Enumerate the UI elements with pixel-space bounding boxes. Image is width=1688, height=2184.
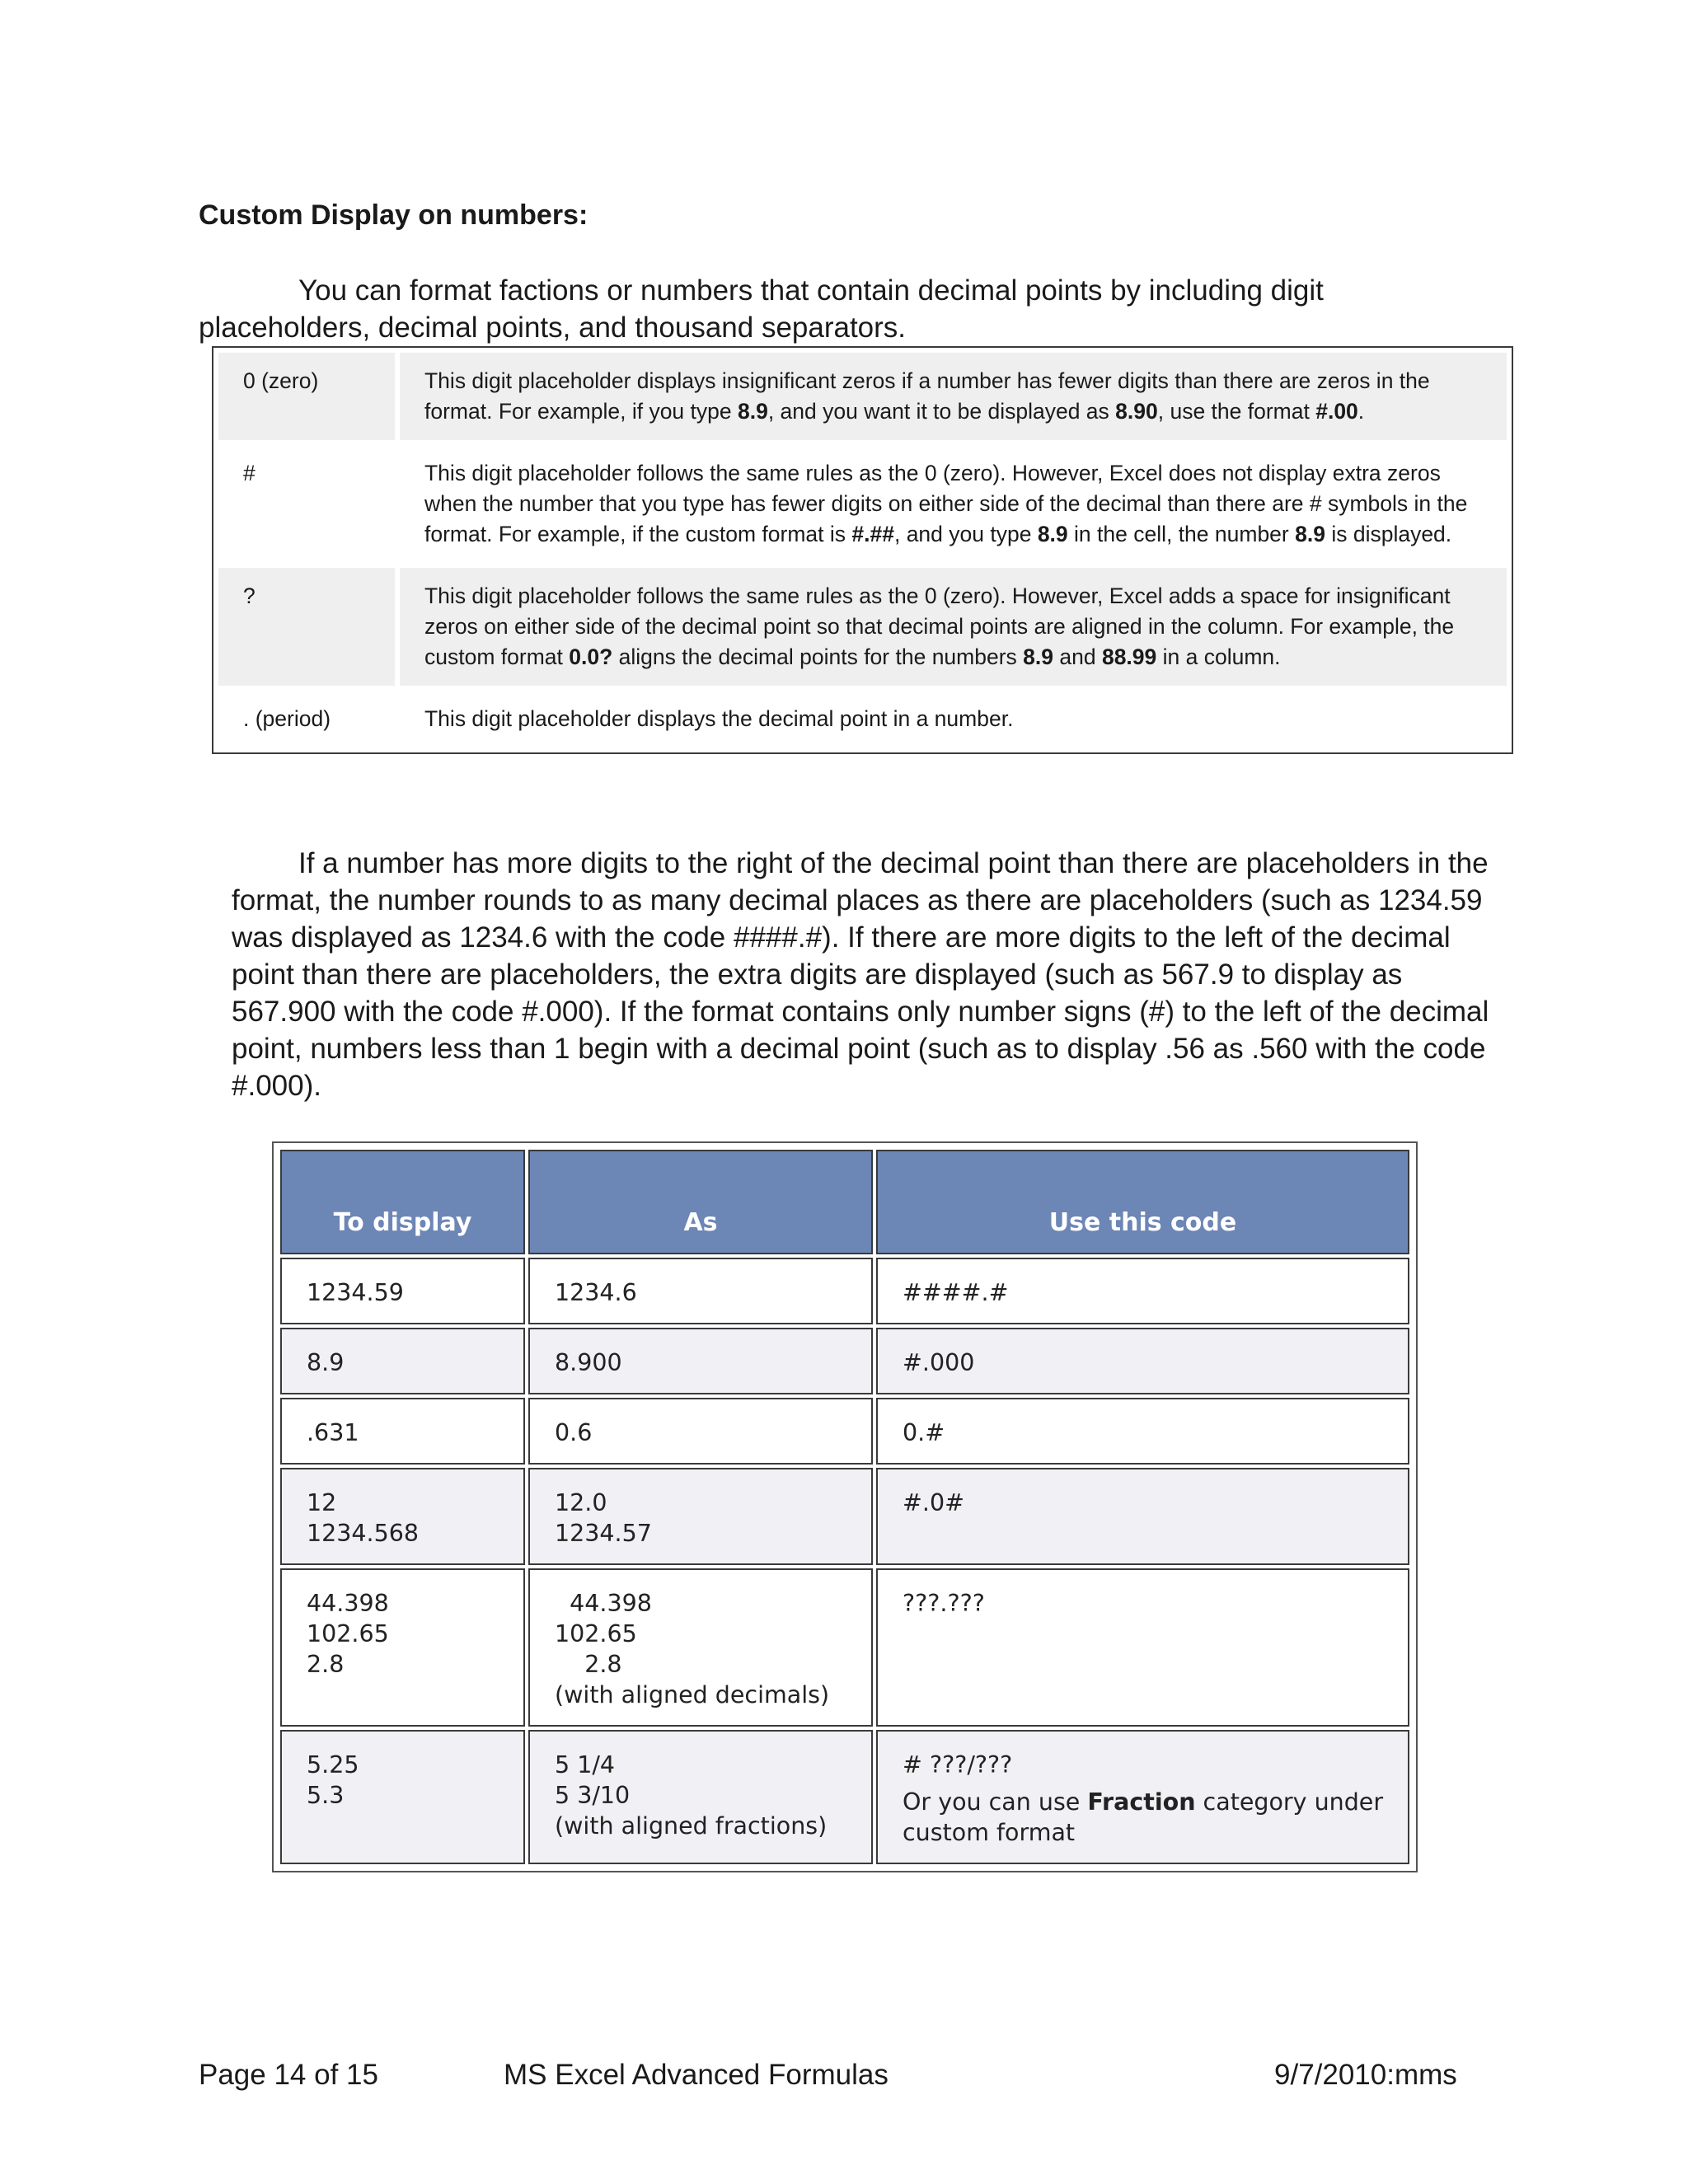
table-row — [280, 1258, 1409, 1324]
footer-page-number: Page 14 of 15 — [199, 2059, 378, 2091]
intro-paragraph: You can format factions or numbers that contain decimal points by including digit placeholders, decimal points, and thousand separators. — [199, 274, 1324, 344]
table-row — [280, 1730, 1409, 1864]
cell-to-display: 5.25 5.3 — [280, 1730, 525, 1864]
placeholder-symbol: # — [243, 461, 256, 485]
cell-code: ???.??? — [876, 1568, 1409, 1727]
cell-as: 8.900 — [528, 1328, 873, 1394]
table-row — [218, 568, 1507, 686]
table-row — [280, 1568, 1409, 1727]
rounding-paragraph: If a number has more digits to the right of the decimal point than there are placeholders in the format, the number rounds to as many decimal places as there are placeholders (such as 1234.59 was displayed as 1234.6 with the code ####.#). If there are more digits to the left of the decimal point than there are placeholders, the extra digits are displayed (such as 567.9 to display as 567.900 with the code #.000). If the format contains only number signs (#) to the left of the decimal point, numbers less than 1 begin with a decimal point (such as to display .56 as .560 with the code #.000). — [232, 847, 1489, 1102]
cell-code: # ???/??? Or you can use Fraction category under custom format — [876, 1730, 1409, 1864]
cell-to-display: 1234.59 — [280, 1258, 525, 1324]
cell-code: 0.# — [876, 1398, 1409, 1465]
cell-code: #.000 — [876, 1328, 1409, 1394]
cell-as: 12.0 1234.57 — [528, 1468, 873, 1565]
cell-code: ####.# — [876, 1258, 1409, 1324]
cell-as: 0.6 — [528, 1398, 873, 1465]
placeholder-description: This digit placeholder displays the decimal point in a number. — [424, 706, 1014, 731]
cell-as: 5 1/4 5 3/10 (with aligned fractions) — [528, 1730, 873, 1864]
placeholder-description: This digit placeholder follows the same rules as the 0 (zero). However, Excel does not display extra zeros when the number that you type has fewer digits on either side of the decimal than there are # symbols in the format. For example, if the custom format is #.##, and you type 8.9 in the cell, the number 8.9 is displayed. — [424, 461, 1468, 546]
cell-to-display: 8.9 — [280, 1328, 525, 1394]
table-row — [218, 445, 1507, 563]
column-header-code: Use this code — [876, 1150, 1409, 1254]
cell-code: #.0# — [876, 1468, 1409, 1565]
placeholder-symbol: . (period) — [243, 706, 331, 731]
cell-to-display: 44.398 102.65 2.8 — [280, 1568, 525, 1727]
placeholder-symbol: ? — [218, 568, 395, 686]
table-row — [280, 1328, 1409, 1394]
table-row — [218, 353, 1507, 440]
table-row — [218, 691, 1507, 748]
cell-as: 44.398 102.65 2.8 (with aligned decimals) — [528, 1568, 873, 1727]
examples-table-frame — [272, 1141, 1418, 1872]
examples-table — [277, 1146, 1413, 1868]
placeholder-description: This digit placeholder displays insignificant zeros if a number has fewer digits than there are zeros in the format. For example, if you type 8.9, and you want it to be displayed as 8.90, use the format #.00. — [400, 353, 1507, 440]
table-row — [280, 1398, 1409, 1465]
placeholder-table — [212, 346, 1513, 754]
column-header-as: As — [528, 1150, 873, 1254]
cell-to-display: 12 1234.568 — [280, 1468, 525, 1565]
footer-document-title: MS Excel Advanced Formulas — [504, 2059, 889, 2091]
cell-to-display: .631 — [280, 1398, 525, 1465]
table-row — [280, 1468, 1409, 1565]
column-header-to-display: To display — [280, 1150, 525, 1254]
footer-date: 9/7/2010:mms — [1274, 2059, 1457, 2091]
section-heading: Custom Display on numbers: — [199, 199, 588, 231]
placeholder-symbol: 0 (zero) — [218, 353, 395, 440]
placeholder-description: This digit placeholder follows the same rules as the 0 (zero). However, Excel adds a space for insignificant zeros on either side of the decimal point so that decimal points are aligned in the column. For example, the custom format 0.0? aligns the decimal points for the numbers 8.9 and 88.99 in a column. — [400, 568, 1507, 686]
header-row — [280, 1150, 1409, 1254]
cell-as: 1234.6 — [528, 1258, 873, 1324]
fraction-note: Or you can use Fraction category under custom format — [903, 1788, 1384, 1846]
